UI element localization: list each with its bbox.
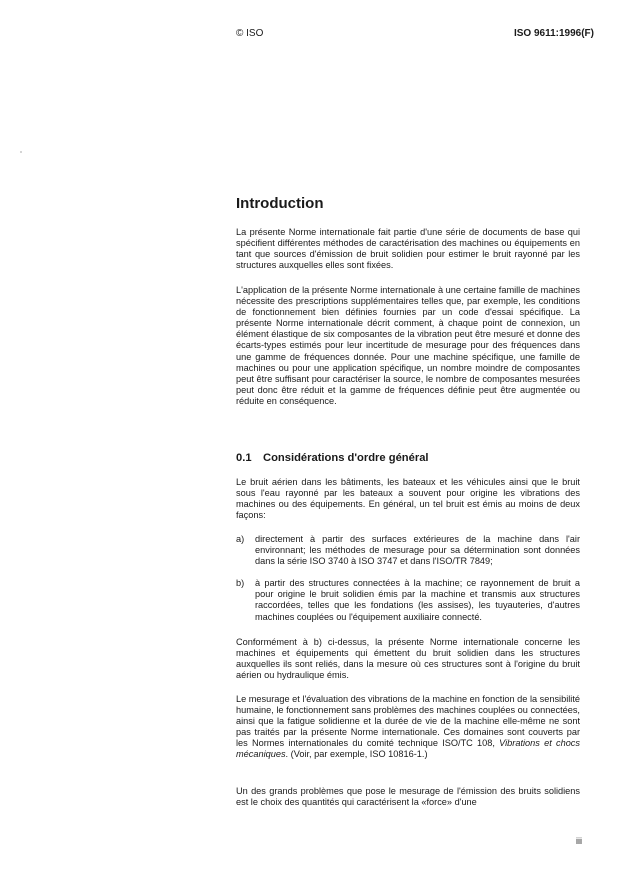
intro-paragraph-1 [236,227,580,271]
paragraph-3-part-1: Le mesurage et l'évaluation des vibrations de la machine en fonction de la sensibilité humaine, le fonctionnement sans problèmes des machines couplées ou connectées, ainsi que la fatigue solidienne et la durée de vie de la machine elle-même ne sont pas traités par la présente Norme internationale. Ces domaines sont couverts par les Normes internationales du comité technique ISO/TC 108, [236,694,580,749]
section-paragraph-4 [236,786,580,808]
standard-reference: ISO 9611:1996(F) [513,28,594,39]
section-title: Considérations d'ordre général [263,452,429,464]
introduction-heading: Introduction [236,195,324,212]
list-marker: a) [236,534,245,544]
list-item [236,578,580,622]
section-number: 0.1 [236,452,252,464]
scan-speck [20,151,22,153]
list-item [236,534,580,567]
intro-paragraph-2 [236,285,580,407]
list-marker: b) [236,578,245,589]
section-heading [236,452,429,464]
paragraph-3-part-2: . (Voir, par exemple, ISO 10816-1.) [285,749,428,760]
section-paragraph-3 [236,694,580,761]
committee-title: Vibrations et chocs mécaniques [236,738,580,760]
section-paragraph-2-text: Conformément à b) ci-dessus, la présente Norme internationale concerne les machines et équipements qui émettent du bruit solidien dans les structures auxquelles ils sont reliés, dans la mesure où ces structures sont à l'origine du bruit aérien ou hydraulique émis. [236,637,580,681]
section-paragraph-1 [236,477,580,521]
section-paragraph-4-text: Un des grands problèmes que pose le mesurage de l'émission des bruits solidiens est le choix des quantités qui caractérisent la «force» d'une [236,786,580,808]
section-paragraph-2 [236,637,580,681]
copyright-notice: © ISO [236,28,264,39]
emission-list [236,534,580,623]
intro-paragraph-2-text: L'application de la présente Norme internationale à une certaine famille de machines nécessite des prescriptions supplémentaires telles que, par exemple, les conditions de fonctionnement bien définies fournies par un code d'essai spécifique. La présente Norme internationale décrit comment, à chaque point de connexion, un élément élastique de six composantes de la vibration peut être mesuré et donne des écarts-types estimés pour leur incertitude de mesurage pour des fréquences dans une gamme de fréquences donnée. Pour une machine spécifique, une famille de machines ou pour une application spécifique, un nombre moindre de composantes peut être suffisant pour caractériser la source, le nombre de composantes mesurées peut donc être réduit et la gamme de fréquences définie peut être augmentée ou réduite en conséquence. [236,285,580,406]
section-paragraph-1-text: Le bruit aérien dans les bâtiments, les bateaux et les véhicules ainsi que le bruit sous l'eau rayonné par les bateaux a souvent pour origine les vibrations des machines ou des équipements. En général, un tel bruit est émis au moins de deux façons: [236,477,580,521]
list-item-text: directement à partir des surfaces extérieures de la machine dans l'air environnant; les méthodes de mesurage pour sa détermination sont données dans la série ISO 3740 à ISO 3747 et dans l'ISO/TR 7849; [255,534,580,567]
page-number: iii [576,836,582,846]
intro-paragraph-1-text: La présente Norme internationale fait partie d'une série de documents de base qui spécifient différentes méthodes de caractérisation des machines ou équipements en tant que sources d'émission de bruit solidien pour estimer le bruit rayonné par les structures auxquelles elles sont fixées. [236,227,580,271]
list-item-text: à partir des structures connectées à la machine; ce rayonnement de bruit a pour origine le bruit solidien émis par la machine et transmis aux structures raccordées, telles que les fondations (les assises), les tuyauteries, d'autres machines couplées ou l'équipement auxiliaire connecté. [255,578,580,622]
section-paragraph-3-text [236,694,580,761]
